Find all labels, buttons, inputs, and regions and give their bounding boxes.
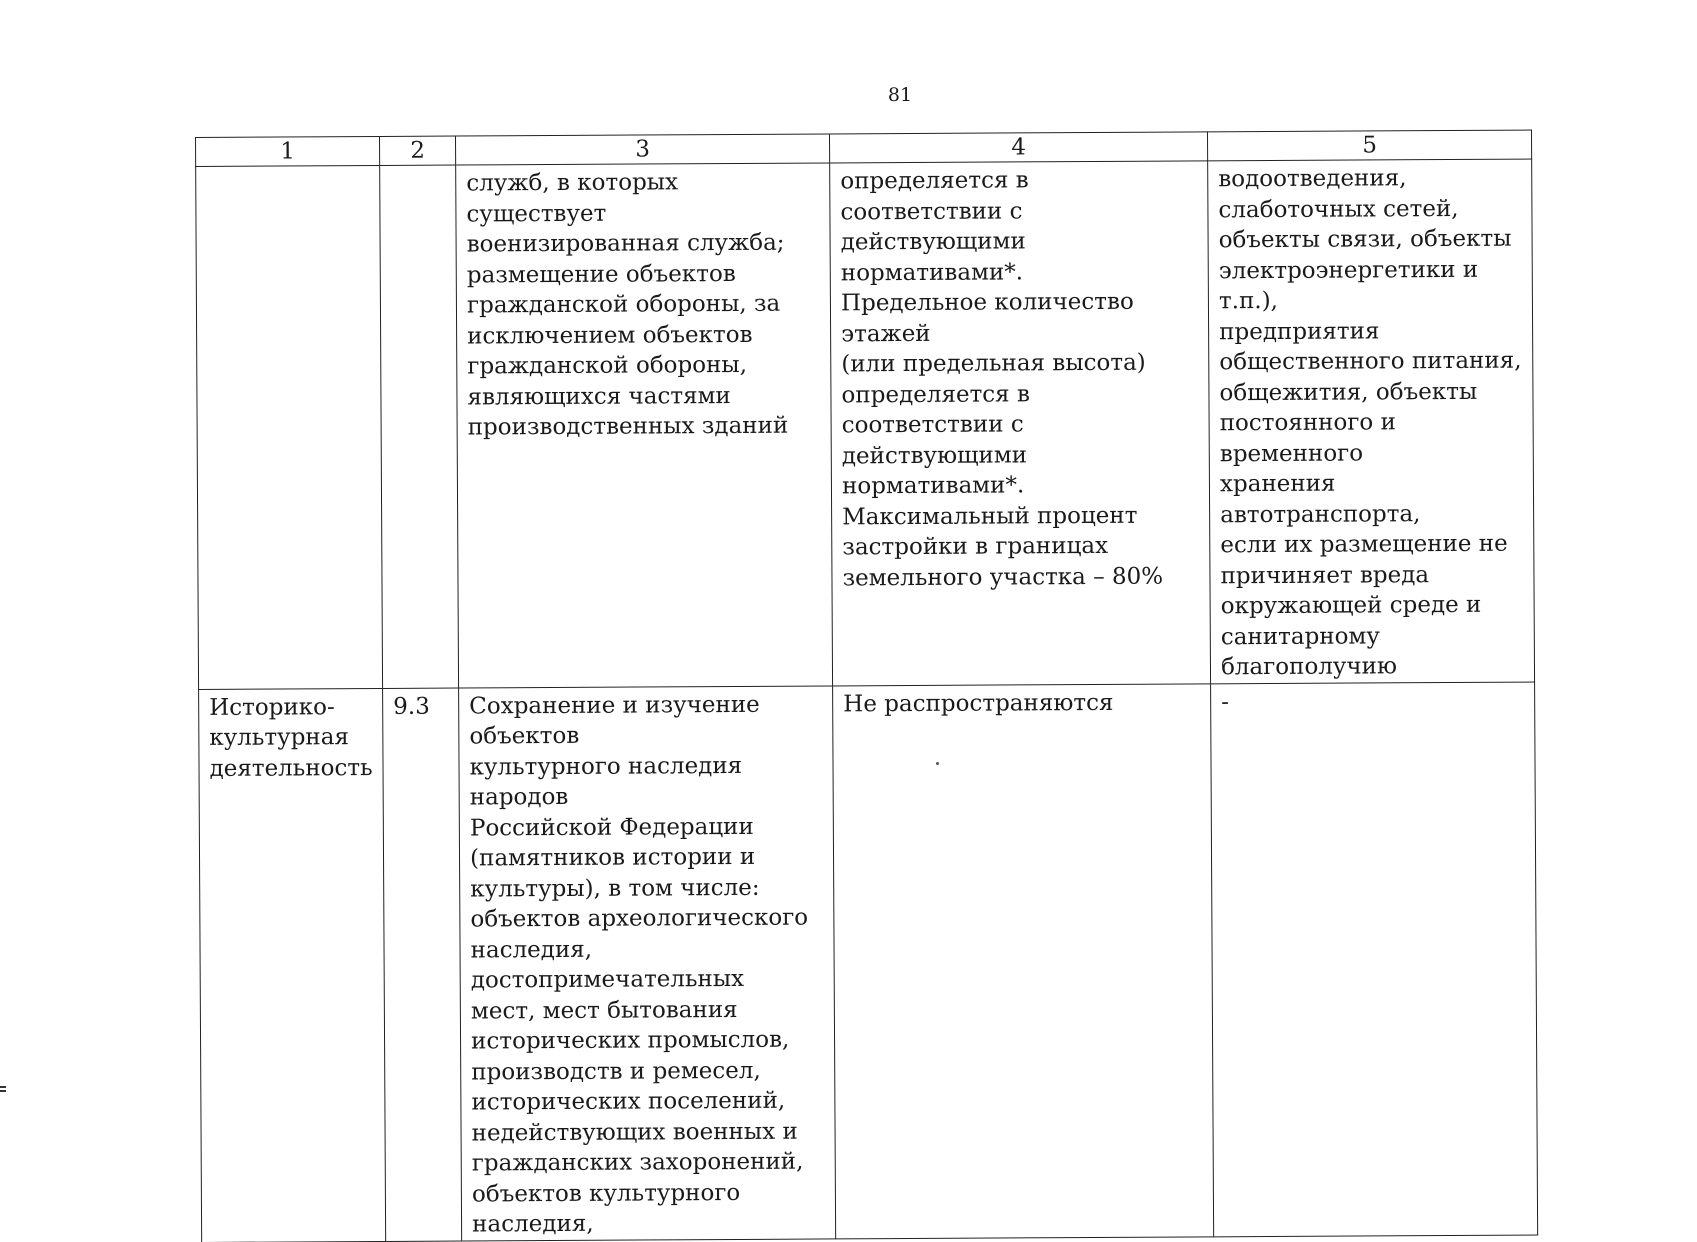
cell-text: Историко- культурная деятельность <box>209 692 373 784</box>
column-header-1: 1 <box>196 136 380 166</box>
cell-text: 9.3 <box>393 691 448 722</box>
table-row <box>196 159 1535 689</box>
cell-text: Не распространяются <box>843 687 1200 719</box>
cell-text: Сохранение и изучение объектов культурного наследия народов Российской Федерации (памятников истории и культуры), в том числе: объектов археологического наследия, достопримечательных мест, мест бытования исторических промыслов, производств и ремесел, исторических поселений, недействующих военных и гражданских захоронений, объектов культурного наследия, <box>469 689 825 1240</box>
table-cell <box>830 161 1211 686</box>
table-cell <box>456 163 833 688</box>
cell-text: служб, в которых существует военизированная служба; размещение объектов гражданской обороны, за исключением объектов гражданской обороны, являющихся частями производственных зданий <box>466 167 821 443</box>
scan-edge-mark <box>0 1086 6 1088</box>
table-cell <box>1211 682 1538 1237</box>
table-cell <box>199 688 386 1242</box>
scan-speck <box>936 762 939 765</box>
column-header-3: 3 <box>456 134 830 165</box>
table-cell <box>383 688 462 1241</box>
column-header-5: 5 <box>1208 130 1532 161</box>
table-cell <box>1208 159 1535 683</box>
table-cell <box>380 165 459 688</box>
column-header-2: 2 <box>380 136 456 165</box>
cell-text: определяется в соответствии с действующими нормативами*. Предельное количество этажей (или предельная высота) определяется в соответствии с действующими нормативами*. Максимальный процент застройки в границах земельного участка – 80% <box>840 164 1199 593</box>
table-cell <box>833 683 1214 1238</box>
table-cell <box>459 685 836 1240</box>
cell-text: водоотведения, слаботочных сетей, объекты связи, объекты электроэнергетики и т.п.), предприятия общественного питания, общежития, объекты постоянного и временного хранения автотранспорта, если их размещение не причиняет вреда окружающей среде и санитарному благополучию <box>1218 163 1524 683</box>
regulations-table <box>195 130 1538 1242</box>
cell-text <box>206 169 369 170</box>
cell-text: - <box>1221 685 1524 717</box>
table-row <box>199 682 1538 1242</box>
table-cell <box>196 165 383 689</box>
column-header-4: 4 <box>830 132 1208 163</box>
page-number: 81 <box>0 84 1697 106</box>
